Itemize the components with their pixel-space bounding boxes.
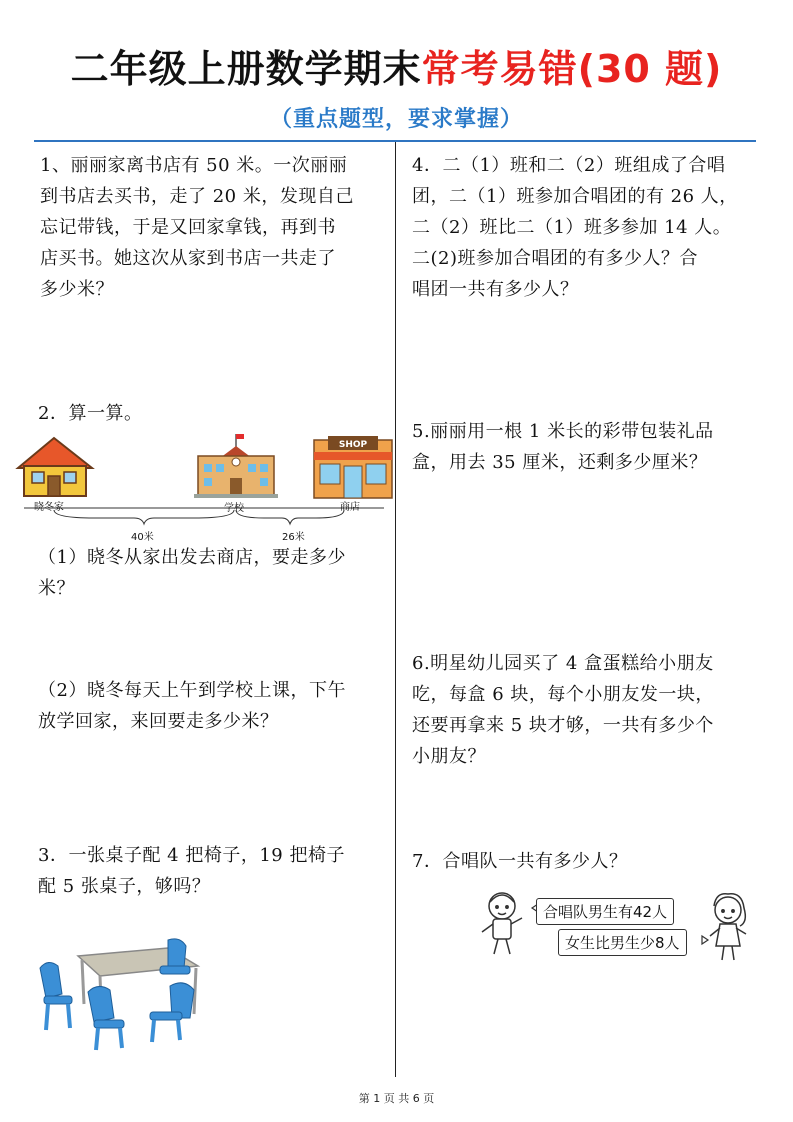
q2-2-line: （2）晓冬每天上午到学校上课，下午: [38, 680, 346, 701]
page-subtitle: （重点题型，要求掌握）: [269, 106, 523, 132]
label-distance-40: 40米: [131, 532, 154, 543]
page-number: 第 1 页 共 6 页: [358, 1092, 435, 1105]
speech-bubble-girls: 女生比男生少8人: [558, 929, 687, 956]
q2-1-line: （1）晓冬从家出发去商店，要走多少: [38, 547, 346, 568]
question-2-title: 2．算一算。: [38, 403, 143, 424]
q1-line: 1、丽丽家离书店有 50 米。一次丽丽: [40, 155, 348, 176]
question-6: [412, 648, 762, 772]
question-2-part-2: [38, 675, 388, 737]
question-2-part-1: [38, 542, 388, 604]
girl-icon: [710, 894, 746, 960]
q5-line: 盒，用去 35 厘米，还剩多少厘米？: [412, 452, 708, 473]
title-main: 二年级上册数学期末: [70, 47, 422, 91]
q6-line: 6.明星幼儿园买了 4 盒蛋糕给小朋友: [412, 653, 714, 674]
q4-line: 团，二（1）班参加合唱团的有 26 人，: [412, 186, 738, 207]
speech-bubble-boys: 合唱队男生有42人: [536, 898, 674, 925]
school-icon: [194, 434, 278, 498]
label-shop: 商店: [340, 502, 360, 513]
table-chairs-illustration: [38, 938, 208, 1053]
q1-line: 店买书。她这次从家到书店一共走了: [40, 248, 336, 269]
label-distance-26: 26米: [282, 532, 305, 543]
q2-2-line: 放学回家，来回要走多少米？: [38, 711, 279, 732]
q1-line: 忘记带钱，于是又回家拿钱，再到书: [40, 217, 336, 238]
q3-line: 3．一张桌子配 4 把椅子，19 把椅子: [38, 845, 345, 866]
question-4: [412, 150, 762, 305]
house-icon: [18, 438, 92, 496]
label-school: 学校: [224, 503, 244, 514]
q4-line: 二（2）班比二（1）班多参加 14 人。: [412, 217, 732, 238]
title-highlight: 常考易错(30 题): [421, 47, 723, 91]
q5-line: 5.丽丽用一根 1 米长的彩带包装礼品: [412, 421, 714, 442]
question-1: [40, 150, 390, 305]
question-3: [38, 840, 388, 902]
shop-icon: [314, 436, 392, 498]
question-7-title: 7．合唱队一共有多少人？: [412, 851, 628, 872]
q2-1-line: 米？: [38, 578, 75, 599]
column-divider: [395, 142, 396, 1077]
q4-line: 二(2)班参加合唱团的有多少人？合: [412, 248, 698, 269]
brace-40m: [54, 510, 234, 524]
q6-line: 小朋友？: [412, 746, 486, 767]
q4-line: 4．二（1）班和二（2）班组成了合唱: [412, 155, 726, 176]
route-diagram: [14, 430, 394, 540]
label-home: 晓冬家: [34, 502, 64, 513]
question-5: [412, 416, 762, 478]
brace-26m: [236, 510, 344, 524]
q4-line: 唱团一共有多少人？: [412, 279, 579, 300]
shop-sign-text: SHOP: [338, 440, 368, 450]
q3-line: 配 5 张桌子，够吗？: [38, 876, 211, 897]
q6-line: 还要再拿来 5 块才够，一共有多少个: [412, 715, 714, 736]
q1-line: 到书店去买书，走了 20 米，发现自己: [40, 186, 354, 207]
q6-line: 吃，每盒 6 块，每个小朋友发一块，: [412, 684, 714, 705]
page-title: [0, 38, 793, 93]
boy-icon: [482, 893, 522, 954]
q1-line: 多少米？: [40, 279, 114, 300]
